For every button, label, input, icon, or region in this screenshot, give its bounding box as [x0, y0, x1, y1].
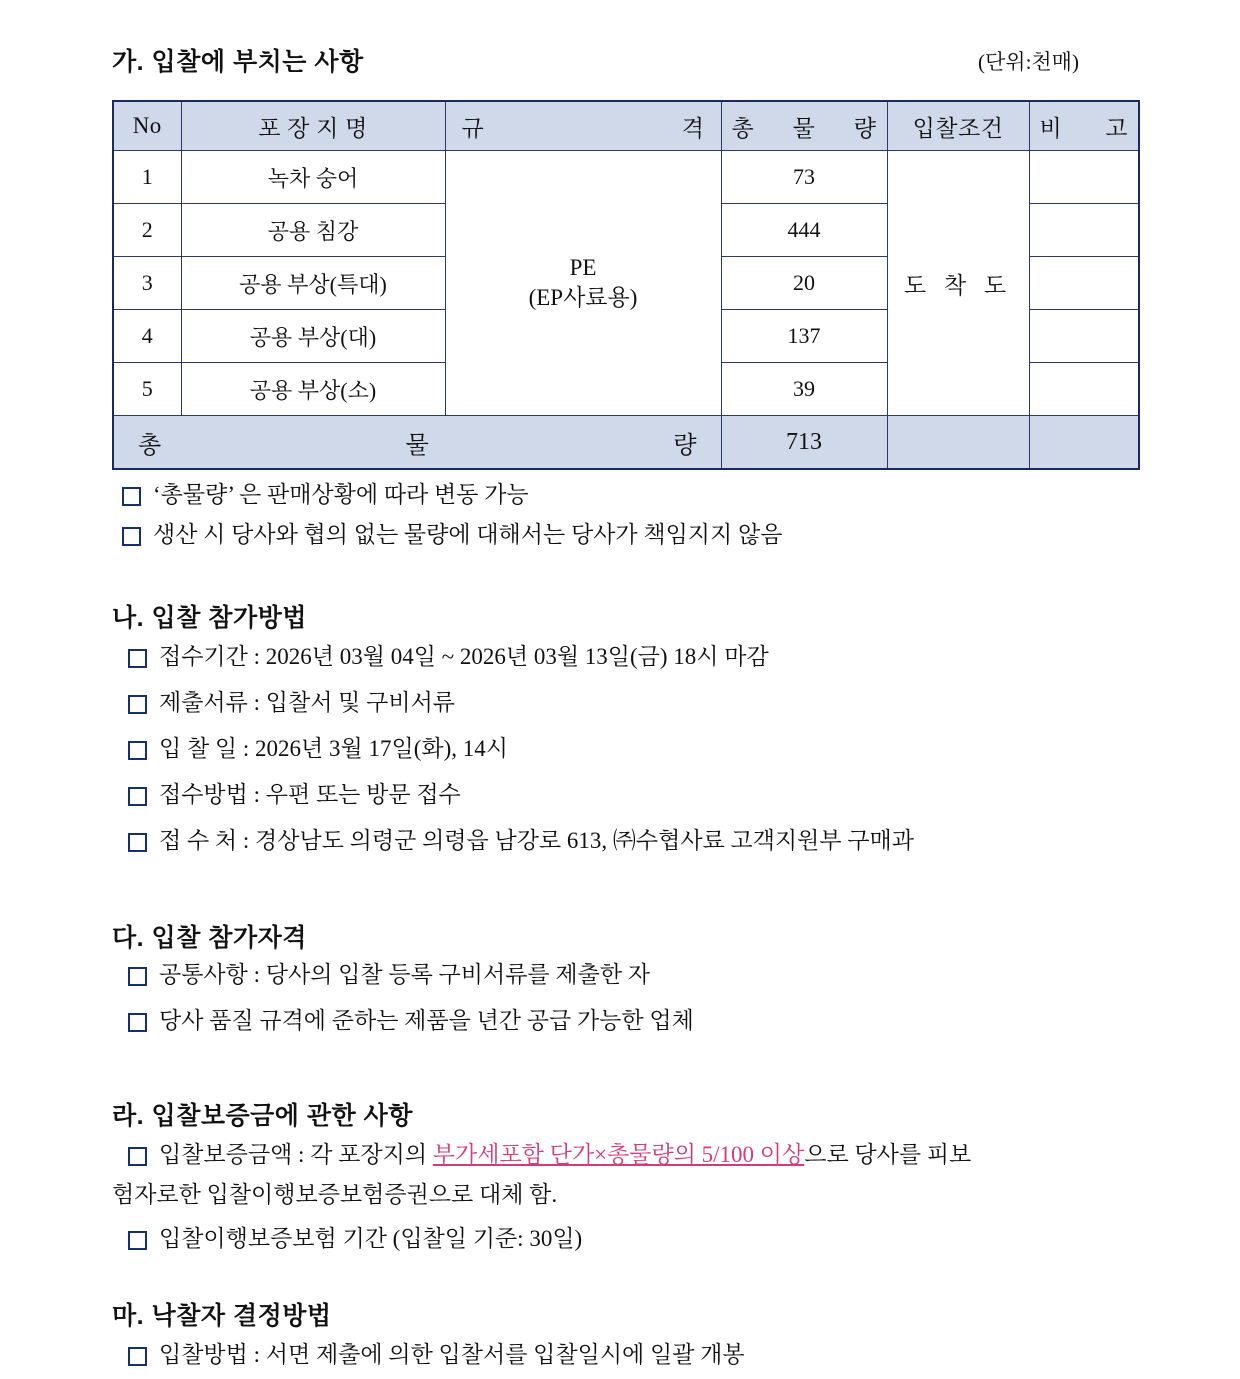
spec-line-2: (EP사료용) [528, 285, 638, 310]
section-c-item-2 [128, 1004, 1198, 1039]
header-no: No [113, 101, 181, 151]
section-c-heading: 다. 입찰 참가자격 [112, 924, 307, 952]
section-d-item-1-continuation: 험자로한 입찰이행보증보험증권으로 대체 함. [112, 1182, 558, 1207]
header-spec-right: 격 [681, 115, 705, 141]
total-label-mid: 물 [405, 432, 429, 459]
section-d-heading: 라. 입찰보증금에 관한 사항 [112, 1102, 413, 1130]
section-a-note-2 [122, 518, 1182, 553]
section-b-item-4 [128, 778, 1198, 813]
row-qty: 73 [721, 151, 887, 204]
header-qty-left: 총 [731, 115, 755, 141]
bid-table-wrapper [112, 100, 1140, 470]
table-total-row [113, 416, 1139, 470]
item-text: 입찰이행보증보험 기간 (입찰일 기준: 30일) [159, 1226, 583, 1251]
checkbox-icon [128, 1347, 147, 1366]
note-text: ‘총물량’ 은 판매상황에 따라 변동 가능 [153, 482, 529, 507]
header-package-name: 포 장 지 명 [181, 101, 445, 151]
row-note [1029, 204, 1139, 257]
total-condition-cell [887, 416, 1029, 470]
item-text: 입 찰 일 : 2026년 3월 17일(화), 14시 [159, 736, 508, 761]
header-note-right: 고 [1105, 115, 1128, 141]
row-no: 2 [113, 204, 181, 257]
note-text: 생산 시 당사와 협의 없는 물량에 대해서는 당사가 책임지지 않음 [153, 522, 783, 547]
row-name: 공용 부상(소) [181, 363, 445, 416]
row-note [1029, 151, 1139, 204]
section-b-item-5 [128, 824, 1208, 859]
header-spec [445, 101, 721, 151]
section-d-item-2 [128, 1222, 1198, 1257]
section-b-item-1 [128, 640, 1198, 675]
row-no: 1 [113, 151, 181, 204]
section-a-note-1 [122, 478, 1182, 513]
row-note [1029, 363, 1139, 416]
row-name: 공용 부상(특대) [181, 257, 445, 310]
row-no: 3 [113, 257, 181, 310]
checkbox-icon [128, 741, 147, 760]
total-label-left: 총 [138, 432, 162, 459]
checkbox-icon [128, 1231, 147, 1250]
item-highlight: 부가세포함 단가×총물량의 5/100 이상 [432, 1142, 805, 1167]
item-text: 접수방법 : 우편 또는 방문 접수 [159, 782, 461, 807]
spec-line-1: PE [569, 254, 597, 280]
row-qty: 444 [721, 204, 887, 257]
row-no: 4 [113, 310, 181, 363]
section-c-item-1 [128, 958, 1198, 993]
row-qty: 137 [721, 310, 887, 363]
checkbox-icon [128, 1147, 147, 1166]
item-text: 공통사항 : 당사의 입찰 등록 구비서류를 제출한 자 [159, 962, 651, 987]
row-note [1029, 310, 1139, 363]
header-total-qty [721, 101, 887, 151]
header-qty-mid: 물 [792, 115, 816, 141]
header-qty-right: 량 [853, 115, 877, 141]
section-b-heading: 나. 입찰 참가방법 [112, 604, 307, 632]
section-a-heading: 가. 입찰에 부치는 사항 [112, 48, 364, 76]
total-quantity-value: 713 [721, 416, 887, 470]
header-note [1029, 101, 1139, 151]
spec-merged-cell [445, 151, 721, 416]
checkbox-icon [128, 649, 147, 668]
item-suffix: 으로 당사를 피보 [804, 1142, 972, 1167]
row-name: 공용 부상(대) [181, 310, 445, 363]
bid-table [112, 100, 1140, 470]
section-b-item-2 [128, 686, 1198, 721]
row-note [1029, 257, 1139, 310]
total-note-cell [1029, 416, 1139, 470]
checkbox-icon [128, 833, 147, 852]
table-row [113, 151, 1139, 204]
checkbox-icon [128, 695, 147, 714]
row-qty: 20 [721, 257, 887, 310]
item-text: 제출서류 : 입찰서 및 구비서류 [159, 690, 456, 715]
section-e-heading: 마. 낙찰자 결정방법 [112, 1302, 332, 1330]
item-text: 당사 품질 규격에 준하는 제품을 년간 공급 가능한 업체 [159, 1008, 694, 1033]
table-header-row [113, 101, 1139, 151]
row-name: 녹차 숭어 [181, 151, 445, 204]
section-b-item-3 [128, 732, 1198, 767]
header-spec-left: 규 [461, 115, 485, 141]
header-note-left: 비 [1039, 115, 1063, 141]
section-d-item-1 [128, 1138, 1138, 1173]
checkbox-icon [122, 487, 141, 506]
section-e-item-1 [128, 1338, 1198, 1373]
item-text: 입찰방법 : 서면 제출에 의한 입찰서를 입찰일시에 일괄 개봉 [159, 1342, 745, 1367]
unit-note: (단위:천매) [978, 50, 1079, 74]
total-label-right: 량 [673, 432, 697, 459]
condition-merged-cell: 도 착 도 [887, 151, 1029, 416]
total-label-cell [113, 416, 721, 470]
item-text: 접수기간 : 2026년 03월 04일 ~ 2026년 03월 13일(금) 18시 마감 [159, 644, 769, 669]
header-bid-condition: 입찰조건 [887, 101, 1029, 151]
item-text: 접 수 처 : 경상남도 의령군 의령읍 남강로 613, ㈜수협사료 고객지원부 구매과 [159, 828, 914, 853]
checkbox-icon [122, 527, 141, 546]
row-no: 5 [113, 363, 181, 416]
checkbox-icon [128, 1013, 147, 1032]
checkbox-icon [128, 967, 147, 986]
row-qty: 39 [721, 363, 887, 416]
row-name: 공용 침강 [181, 204, 445, 257]
checkbox-icon [128, 787, 147, 806]
item-prefix: 입찰보증금액 : 각 포장지의 [159, 1142, 433, 1167]
item-text [159, 1138, 1138, 1173]
